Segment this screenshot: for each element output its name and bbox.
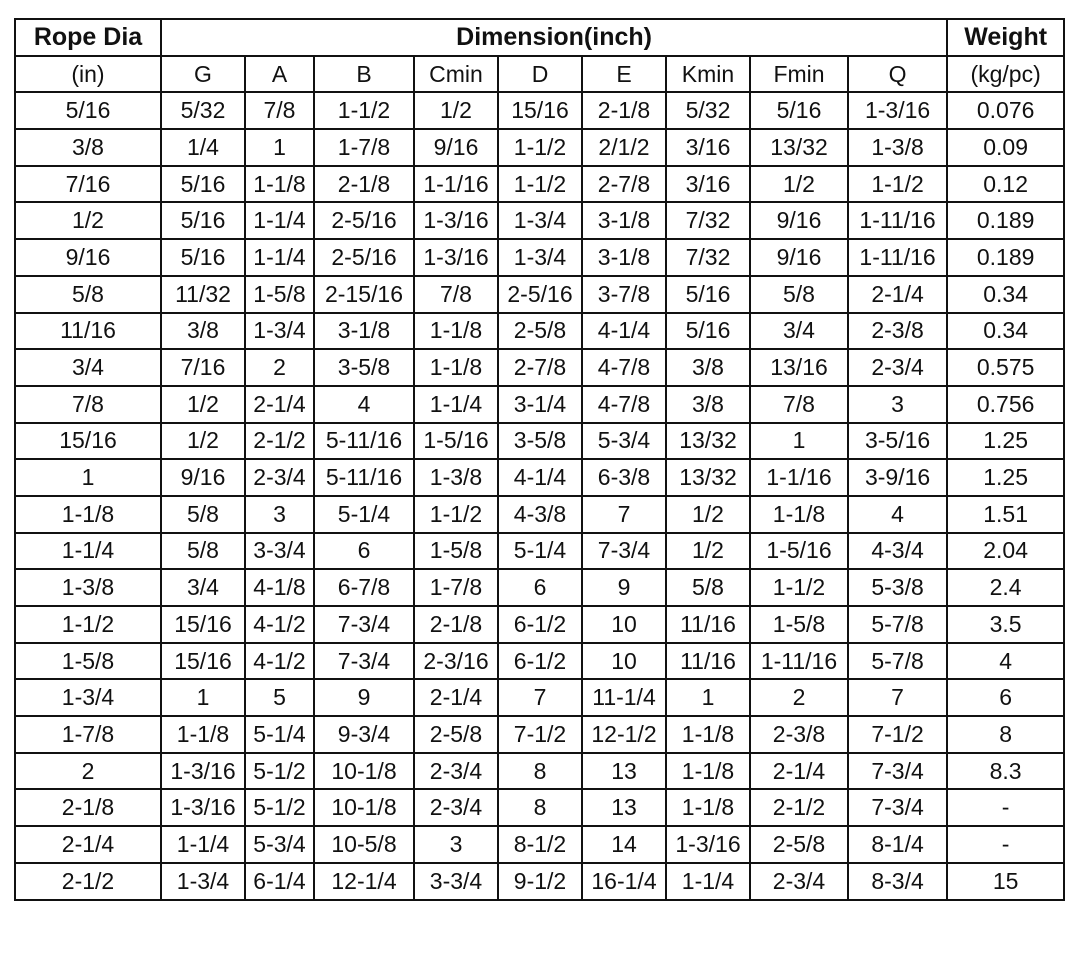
table-cell: 3/16 — [666, 166, 750, 203]
table-cell: 3-1/8 — [314, 313, 414, 350]
table-cell: 15/16 — [498, 92, 582, 129]
table-cell: 2-1/8 — [414, 606, 498, 643]
table-cell: 4 — [848, 496, 947, 533]
col-kmin-header: Kmin — [666, 56, 750, 93]
table-cell: 13/16 — [750, 349, 848, 386]
table-cell: 2-1/8 — [15, 789, 161, 826]
table-cell: 9/16 — [161, 459, 245, 496]
weight-unit: (kg/pc) — [947, 56, 1064, 93]
table-cell: 8 — [498, 753, 582, 790]
table-cell: 9-3/4 — [314, 716, 414, 753]
col-e-header: E — [582, 56, 666, 93]
table-cell: 2-5/16 — [314, 239, 414, 276]
table-cell: 2-3/8 — [848, 313, 947, 350]
table-cell: 1-11/16 — [750, 643, 848, 680]
table-cell: 1/2 — [666, 533, 750, 570]
table-cell: 7-3/4 — [314, 606, 414, 643]
table-cell: 5-11/16 — [314, 423, 414, 460]
table-cell: 3/8 — [666, 349, 750, 386]
table-cell: 8-1/4 — [848, 826, 947, 863]
table-row — [15, 569, 1064, 606]
table-row — [15, 863, 1064, 900]
table-cell: 7/32 — [666, 239, 750, 276]
table-cell: 3-1/8 — [582, 239, 666, 276]
table-cell: 2-5/16 — [498, 276, 582, 313]
table-cell: 8-1/2 — [498, 826, 582, 863]
table-cell: 3-5/8 — [498, 423, 582, 460]
table-cell: 5-3/8 — [848, 569, 947, 606]
table-cell: 5/32 — [161, 92, 245, 129]
table-cell: 0.34 — [947, 276, 1064, 313]
table-cell: 2-1/4 — [750, 753, 848, 790]
table-cell: 7-3/4 — [848, 789, 947, 826]
table-cell: 3-1/4 — [498, 386, 582, 423]
table-cell: 0.076 — [947, 92, 1064, 129]
table-cell: 1-1/2 — [750, 569, 848, 606]
table-cell: 1-1/2 — [414, 496, 498, 533]
table-cell: 3.5 — [947, 606, 1064, 643]
table-cell: 2-5/16 — [314, 202, 414, 239]
table-cell: 1-7/8 — [15, 716, 161, 753]
table-cell: 8 — [947, 716, 1064, 753]
table-row — [15, 239, 1064, 276]
table-cell: 2-7/8 — [582, 166, 666, 203]
table-cell: 5-1/4 — [245, 716, 314, 753]
table-cell: 2 — [750, 679, 848, 716]
table-cell: 2-7/8 — [498, 349, 582, 386]
table-cell: 1-1/8 — [666, 716, 750, 753]
table-cell: 3-5/16 — [848, 423, 947, 460]
table-row — [15, 753, 1064, 790]
table-cell: 7-3/4 — [314, 643, 414, 680]
table-cell: 7-1/2 — [498, 716, 582, 753]
table-cell: 3 — [848, 386, 947, 423]
table-cell: 3/4 — [15, 349, 161, 386]
table-cell: 15/16 — [15, 423, 161, 460]
table-cell: 1-3/16 — [414, 202, 498, 239]
table-cell: 7-1/2 — [848, 716, 947, 753]
table-cell: 1-3/8 — [414, 459, 498, 496]
table-cell: 2-1/4 — [15, 826, 161, 863]
table-cell: 6-7/8 — [314, 569, 414, 606]
table-row — [15, 276, 1064, 313]
table-cell: 11/16 — [15, 313, 161, 350]
table-cell: 1-3/4 — [498, 239, 582, 276]
table-row — [15, 496, 1064, 533]
table-cell: 0.189 — [947, 202, 1064, 239]
table-cell: 0.09 — [947, 129, 1064, 166]
table-cell: 1/2 — [161, 386, 245, 423]
table-cell: 2.04 — [947, 533, 1064, 570]
table-cell: 7/8 — [245, 92, 314, 129]
table-cell: 3-5/8 — [314, 349, 414, 386]
table-cell: 5-11/16 — [314, 459, 414, 496]
table-cell: 2-3/4 — [750, 863, 848, 900]
table-cell: 4-1/8 — [245, 569, 314, 606]
table-cell: 8-3/4 — [848, 863, 947, 900]
table-cell: 13 — [582, 789, 666, 826]
table-cell: 3/8 — [15, 129, 161, 166]
table-cell: 0.189 — [947, 239, 1064, 276]
table-row — [15, 313, 1064, 350]
table-cell: 1-1/2 — [848, 166, 947, 203]
table-cell: 1-5/16 — [750, 533, 848, 570]
table-cell: 7/32 — [666, 202, 750, 239]
table-row — [15, 606, 1064, 643]
table-cell: 1-1/2 — [498, 166, 582, 203]
table-cell: 1 — [15, 459, 161, 496]
table-cell: 6-1/2 — [498, 643, 582, 680]
table-cell: 1-1/8 — [414, 313, 498, 350]
table-row — [15, 166, 1064, 203]
table-cell: 7/8 — [750, 386, 848, 423]
table-cell: 2-1/8 — [582, 92, 666, 129]
table-cell: 2-1/8 — [314, 166, 414, 203]
table-row — [15, 826, 1064, 863]
table-cell: 11/16 — [666, 606, 750, 643]
table-cell: 4-1/4 — [582, 313, 666, 350]
table-cell: 1-1/16 — [414, 166, 498, 203]
table-cell: 5 — [245, 679, 314, 716]
table-cell: 1-1/2 — [15, 606, 161, 643]
table-cell: 1 — [750, 423, 848, 460]
table-cell: 9-1/2 — [498, 863, 582, 900]
table-cell: 12-1/2 — [582, 716, 666, 753]
table-cell: 1-1/4 — [666, 863, 750, 900]
table-cell: 11/32 — [161, 276, 245, 313]
table-cell: 1-1/16 — [750, 459, 848, 496]
table-cell: 2-3/8 — [750, 716, 848, 753]
table-cell: 1-5/8 — [245, 276, 314, 313]
table-cell: 2-3/4 — [245, 459, 314, 496]
table-cell: 1-1/8 — [750, 496, 848, 533]
table-cell: 2-5/8 — [414, 716, 498, 753]
table-row — [15, 423, 1064, 460]
table-cell: 2-3/4 — [414, 753, 498, 790]
table-cell: 6-1/4 — [245, 863, 314, 900]
table-cell: 1-3/4 — [161, 863, 245, 900]
table-cell: 6 — [498, 569, 582, 606]
table-cell: 1-11/16 — [848, 202, 947, 239]
table-cell: 11-1/4 — [582, 679, 666, 716]
table-cell: 3/16 — [666, 129, 750, 166]
table-cell: 9/16 — [15, 239, 161, 276]
table-cell: 7 — [582, 496, 666, 533]
table-cell: 4-1/4 — [498, 459, 582, 496]
table-row — [15, 129, 1064, 166]
table-cell: 0.756 — [947, 386, 1064, 423]
table-cell: 7 — [498, 679, 582, 716]
table-cell: 15/16 — [161, 643, 245, 680]
table-cell: 3 — [414, 826, 498, 863]
table-cell: 2-3/16 — [414, 643, 498, 680]
table-row — [15, 643, 1064, 680]
table-cell: 1-5/8 — [15, 643, 161, 680]
table-row — [15, 459, 1064, 496]
table-cell: 2-1/4 — [414, 679, 498, 716]
table-cell: 1-1/8 — [414, 349, 498, 386]
table-cell: 2-1/2 — [15, 863, 161, 900]
table-cell: 1-7/8 — [414, 569, 498, 606]
table-cell: 5-1/4 — [314, 496, 414, 533]
table-cell: 1/2 — [414, 92, 498, 129]
table-cell: 7/16 — [161, 349, 245, 386]
table-cell: 15 — [947, 863, 1064, 900]
table-cell: 5/16 — [750, 92, 848, 129]
table-cell: 1-5/8 — [750, 606, 848, 643]
table-cell: 1-3/16 — [848, 92, 947, 129]
table-cell: 15/16 — [161, 606, 245, 643]
table-cell: 5-3/4 — [582, 423, 666, 460]
table-cell: 5/8 — [750, 276, 848, 313]
table-cell: 8.3 — [947, 753, 1064, 790]
table-cell: 1-5/16 — [414, 423, 498, 460]
table-cell: 1/2 — [750, 166, 848, 203]
table-cell: 5/16 — [161, 239, 245, 276]
table-cell: 1-1/8 — [15, 496, 161, 533]
table-cell: 1-1/4 — [15, 533, 161, 570]
table-cell: 1/2 — [666, 496, 750, 533]
table-cell: 10 — [582, 643, 666, 680]
table-cell: 4-1/2 — [245, 606, 314, 643]
table-cell: 2 — [245, 349, 314, 386]
table-cell: 7/8 — [15, 386, 161, 423]
table-row — [15, 386, 1064, 423]
table-cell: 5-1/4 — [498, 533, 582, 570]
table-cell: 1-1/8 — [245, 166, 314, 203]
table-cell: 3-3/4 — [245, 533, 314, 570]
table-cell: 1 — [666, 679, 750, 716]
table-row — [15, 349, 1064, 386]
table-body — [15, 92, 1064, 899]
table-cell: 6 — [314, 533, 414, 570]
table-cell: 2-5/8 — [498, 313, 582, 350]
table-cell: 5/16 — [15, 92, 161, 129]
table-cell: 3-7/8 — [582, 276, 666, 313]
table-row — [15, 679, 1064, 716]
table-cell: 1-1/4 — [414, 386, 498, 423]
table-cell: 9 — [582, 569, 666, 606]
table-cell: 8 — [498, 789, 582, 826]
table-cell: 6-3/8 — [582, 459, 666, 496]
table-cell: 3/4 — [750, 313, 848, 350]
table-cell: 2-5/8 — [750, 826, 848, 863]
table-cell: 6 — [947, 679, 1064, 716]
table-cell: 4-7/8 — [582, 386, 666, 423]
table-cell: 7/16 — [15, 166, 161, 203]
table-cell: 1.51 — [947, 496, 1064, 533]
table-cell: 1.25 — [947, 423, 1064, 460]
table-cell: 5-3/4 — [245, 826, 314, 863]
table-cell: 7-3/4 — [848, 753, 947, 790]
table-cell: 5-1/2 — [245, 789, 314, 826]
table-cell: 4 — [314, 386, 414, 423]
table-cell: 1 — [245, 129, 314, 166]
table-cell: 5/16 — [161, 202, 245, 239]
table-row — [15, 202, 1064, 239]
table-cell: 3/8 — [161, 313, 245, 350]
table-cell: 3 — [245, 496, 314, 533]
table-cell: 9/16 — [414, 129, 498, 166]
table-cell: 4-3/4 — [848, 533, 947, 570]
table-cell: 1-7/8 — [314, 129, 414, 166]
table-cell: 14 — [582, 826, 666, 863]
table-cell: 4-7/8 — [582, 349, 666, 386]
rope-dia-unit: (in) — [15, 56, 161, 93]
table-cell: 3-1/8 — [582, 202, 666, 239]
dimension-table — [14, 18, 1065, 901]
table-cell: 0.34 — [947, 313, 1064, 350]
col-d-header: D — [498, 56, 582, 93]
table-cell: 10-5/8 — [314, 826, 414, 863]
table-cell: 1-3/8 — [848, 129, 947, 166]
table-cell: 1-1/4 — [161, 826, 245, 863]
table-cell: 1-1/2 — [498, 129, 582, 166]
dimension-header: Dimension(inch) — [161, 19, 947, 56]
table-cell: - — [947, 826, 1064, 863]
table-cell: 2-1/2 — [750, 789, 848, 826]
table-cell: 1-3/4 — [15, 679, 161, 716]
table-cell: 4-3/8 — [498, 496, 582, 533]
table-cell: 2/1/2 — [582, 129, 666, 166]
table-cell: 2-3/4 — [414, 789, 498, 826]
table-cell: 2-1/4 — [848, 276, 947, 313]
table-cell: 5/16 — [161, 166, 245, 203]
table-cell: 1-1/2 — [314, 92, 414, 129]
table-cell: 10 — [582, 606, 666, 643]
table-cell: 1 — [161, 679, 245, 716]
header-row-units — [15, 56, 1064, 93]
table-cell: 1.25 — [947, 459, 1064, 496]
table-cell: 9/16 — [750, 239, 848, 276]
table-cell: 1/2 — [161, 423, 245, 460]
col-q-header: Q — [848, 56, 947, 93]
table-cell: 2.4 — [947, 569, 1064, 606]
table-cell: 3-3/4 — [414, 863, 498, 900]
table-cell: 10-1/8 — [314, 753, 414, 790]
col-a-header: A — [245, 56, 314, 93]
table-cell: 1-1/4 — [245, 239, 314, 276]
table-cell: 1-5/8 — [414, 533, 498, 570]
table-cell: 1/2 — [15, 202, 161, 239]
table-cell: 16-1/4 — [582, 863, 666, 900]
table-cell: 7 — [848, 679, 947, 716]
table-cell: 3/4 — [161, 569, 245, 606]
table-cell: 1-3/16 — [161, 789, 245, 826]
table-cell: 7-3/4 — [582, 533, 666, 570]
table-cell: 6-1/2 — [498, 606, 582, 643]
table-cell: 1-1/8 — [666, 789, 750, 826]
table-cell: 1-3/8 — [15, 569, 161, 606]
table-cell: 2 — [15, 753, 161, 790]
table-cell: 5/32 — [666, 92, 750, 129]
header-row-top — [15, 19, 1064, 56]
table-row — [15, 92, 1064, 129]
table-cell: 13/32 — [666, 459, 750, 496]
table-cell: 1-1/8 — [161, 716, 245, 753]
table-cell: 7/8 — [414, 276, 498, 313]
table-cell: 1-3/16 — [666, 826, 750, 863]
table-cell: 2-1/4 — [245, 386, 314, 423]
table-cell: 5/16 — [666, 276, 750, 313]
col-cmin-header: Cmin — [414, 56, 498, 93]
table-cell: 2-3/4 — [848, 349, 947, 386]
table-cell: 1-3/4 — [498, 202, 582, 239]
table-cell: 5/8 — [161, 496, 245, 533]
table-cell: 3-9/16 — [848, 459, 947, 496]
table-cell: 13 — [582, 753, 666, 790]
table-cell: 1-1/4 — [245, 202, 314, 239]
table-row — [15, 716, 1064, 753]
table-cell: 2-15/16 — [314, 276, 414, 313]
table-cell: 5-7/8 — [848, 643, 947, 680]
table-cell: 3/8 — [666, 386, 750, 423]
table-cell: 1-3/4 — [245, 313, 314, 350]
table-cell: 1-3/16 — [414, 239, 498, 276]
table-cell: 1-3/16 — [161, 753, 245, 790]
rope-dia-header: Rope Dia — [15, 19, 161, 56]
table-cell: 9 — [314, 679, 414, 716]
col-fmin-header: Fmin — [750, 56, 848, 93]
table-cell: 5-1/2 — [245, 753, 314, 790]
col-b-header: B — [314, 56, 414, 93]
table-cell: 12-1/4 — [314, 863, 414, 900]
table-row — [15, 789, 1064, 826]
table-row — [15, 533, 1064, 570]
table-cell: 5/16 — [666, 313, 750, 350]
table-cell: 10-1/8 — [314, 789, 414, 826]
weight-header: Weight — [947, 19, 1064, 56]
table-cell: 13/32 — [666, 423, 750, 460]
table-cell: 4 — [947, 643, 1064, 680]
table-cell: 1/4 — [161, 129, 245, 166]
table-cell: 0.575 — [947, 349, 1064, 386]
table-cell: 5/8 — [15, 276, 161, 313]
table-cell: 13/32 — [750, 129, 848, 166]
table-cell: 0.12 — [947, 166, 1064, 203]
table-cell: - — [947, 789, 1064, 826]
col-g-header: G — [161, 56, 245, 93]
table-cell: 4-1/2 — [245, 643, 314, 680]
table-cell: 9/16 — [750, 202, 848, 239]
table-cell: 5/8 — [161, 533, 245, 570]
table-cell: 5/8 — [666, 569, 750, 606]
table-cell: 1-11/16 — [848, 239, 947, 276]
table-cell: 1-1/8 — [666, 753, 750, 790]
table-cell: 2-1/2 — [245, 423, 314, 460]
table-cell: 11/16 — [666, 643, 750, 680]
table-cell: 5-7/8 — [848, 606, 947, 643]
